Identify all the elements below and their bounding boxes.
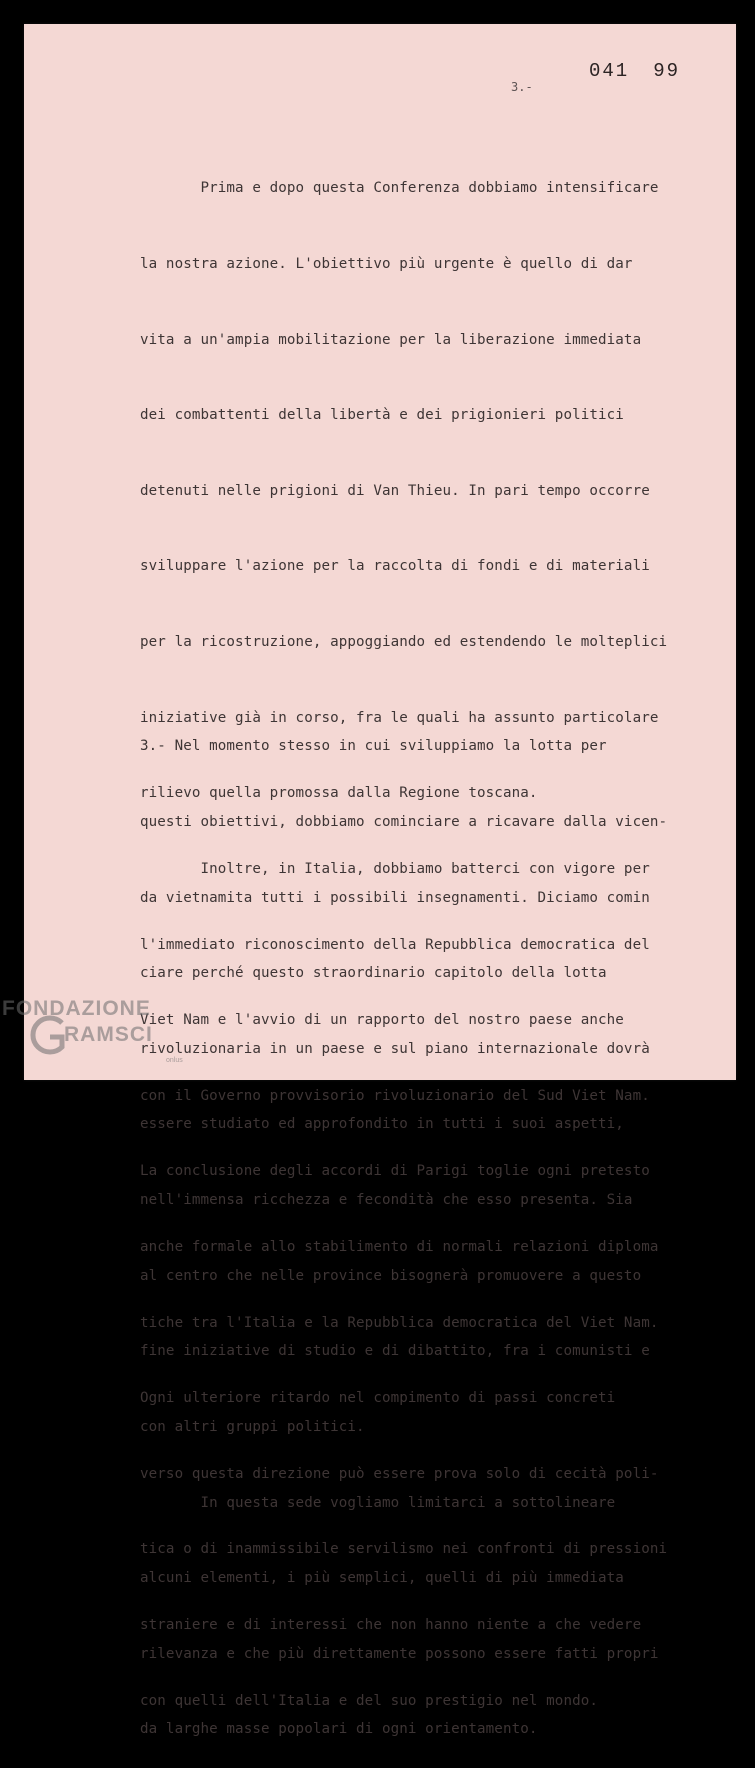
text-line: l'immediato riconoscimento della Repubblica democratica del: [140, 936, 650, 953]
page-number: 3.-: [511, 80, 533, 94]
text-line: rilevanza e che più direttamente possono essere fatti propri: [140, 1645, 659, 1662]
text-line: nell'immensa ricchezza e fecondità che esso presenta. Sia: [140, 1192, 633, 1209]
archive-number-b: 99: [653, 60, 681, 82]
text-line: per la ricostruzione, appoggiando ed estendendo le molteplici: [140, 634, 668, 651]
text-line: 3.- Nel momento stesso in cui sviluppiamo la lotta per: [140, 738, 607, 755]
text-line: detenuti nelle prigioni di Van Thieu. In pari tempo occorre: [140, 482, 650, 499]
text-line: fine iniziative di studio e di dibattito, fra i comunisti e: [140, 1343, 650, 1360]
text-line: ciare perché questo straordinario capitolo della lotta: [140, 965, 607, 982]
text-line: Prima e dopo questa Conferenza dobbiamo intensificare: [140, 180, 659, 197]
text-line: la nostra azione. L'obiettivo più urgente è quello di dar: [140, 256, 633, 273]
g-logo-icon: [28, 1013, 68, 1057]
text-line: essere studiato ed approfondito in tutti i suoi aspetti,: [140, 1116, 624, 1133]
text-line: dei combattenti della libertà e dei prigionieri politici: [140, 407, 624, 424]
text-line: anche formale allo stabilimento di normali relazioni diploma: [140, 1238, 659, 1255]
text-line: Ogni ulteriore ritardo nel compimento di passi concreti: [140, 1390, 616, 1407]
text-line: In questa sede vogliamo limitarci a sottolineare: [140, 1494, 616, 1511]
text-line: al centro che nelle province bisognerà promuovere a questo: [140, 1267, 642, 1284]
text-line: verso questa direzione può essere prova solo di cecità poli-: [140, 1465, 659, 1482]
text-line: questi obiettivi, dobbiamo cominciare a ricavare dalla vicen-: [140, 814, 668, 831]
archive-number: [589, 60, 680, 82]
text-line: straniere e di interessi che non hanno niente a che vedere: [140, 1616, 642, 1633]
text-line: con altri gruppi politici.: [140, 1418, 365, 1435]
text-line: Inoltre, in Italia, dobbiamo batterci con vigore per: [140, 860, 650, 877]
archive-number-a: 041: [589, 60, 630, 82]
text-line: con il Governo provvisorio rivoluzionario del Sud Viet Nam.: [140, 1087, 650, 1104]
text-line: tiche tra l'Italia e la Repubblica democratica del Viet Nam.: [140, 1314, 659, 1331]
watermark-line2: RAMSCI: [64, 1023, 153, 1046]
text-line: sviluppare l'azione per la raccolta di fondi e di materiali: [140, 558, 650, 575]
text-line: con quelli dell'Italia e del suo prestigio nel mondo.: [140, 1692, 599, 1709]
text-line: La conclusione degli accordi di Parigi toglie ogni pretesto: [140, 1163, 650, 1180]
watermark-line1: FONDAZIONE: [2, 997, 151, 1020]
text-line: rilievo quella promossa dalla Regione toscana.: [140, 785, 538, 802]
text-line: iniziative già in corso, fra le quali ha assunto particolare: [140, 709, 659, 726]
text-line: da vietnamita tutti i possibili insegnamenti. Diciamo comin: [140, 889, 650, 906]
text-line: rivoluzionaria in un paese e sul piano internazionale dovrà: [140, 1040, 650, 1057]
text-line: da larghe masse popolari di ogni orientamento.: [140, 1721, 538, 1738]
watermark-sub: onlus: [166, 1057, 183, 1064]
text-line: tica o di inammissibile servilismo nei confronti di pressioni: [140, 1541, 668, 1558]
text-line: alcuni elementi, i più semplici, quelli di più immediata: [140, 1570, 624, 1587]
body-text-section-3: [140, 684, 680, 1768]
fondazione-gramsci-watermark: [0, 997, 200, 1077]
text-line: Viet Nam e l'avvio di un rapporto del nostro paese anche: [140, 1012, 624, 1029]
text-line: vita a un'ampia mobilitazione per la liberazione immediata: [140, 331, 642, 348]
